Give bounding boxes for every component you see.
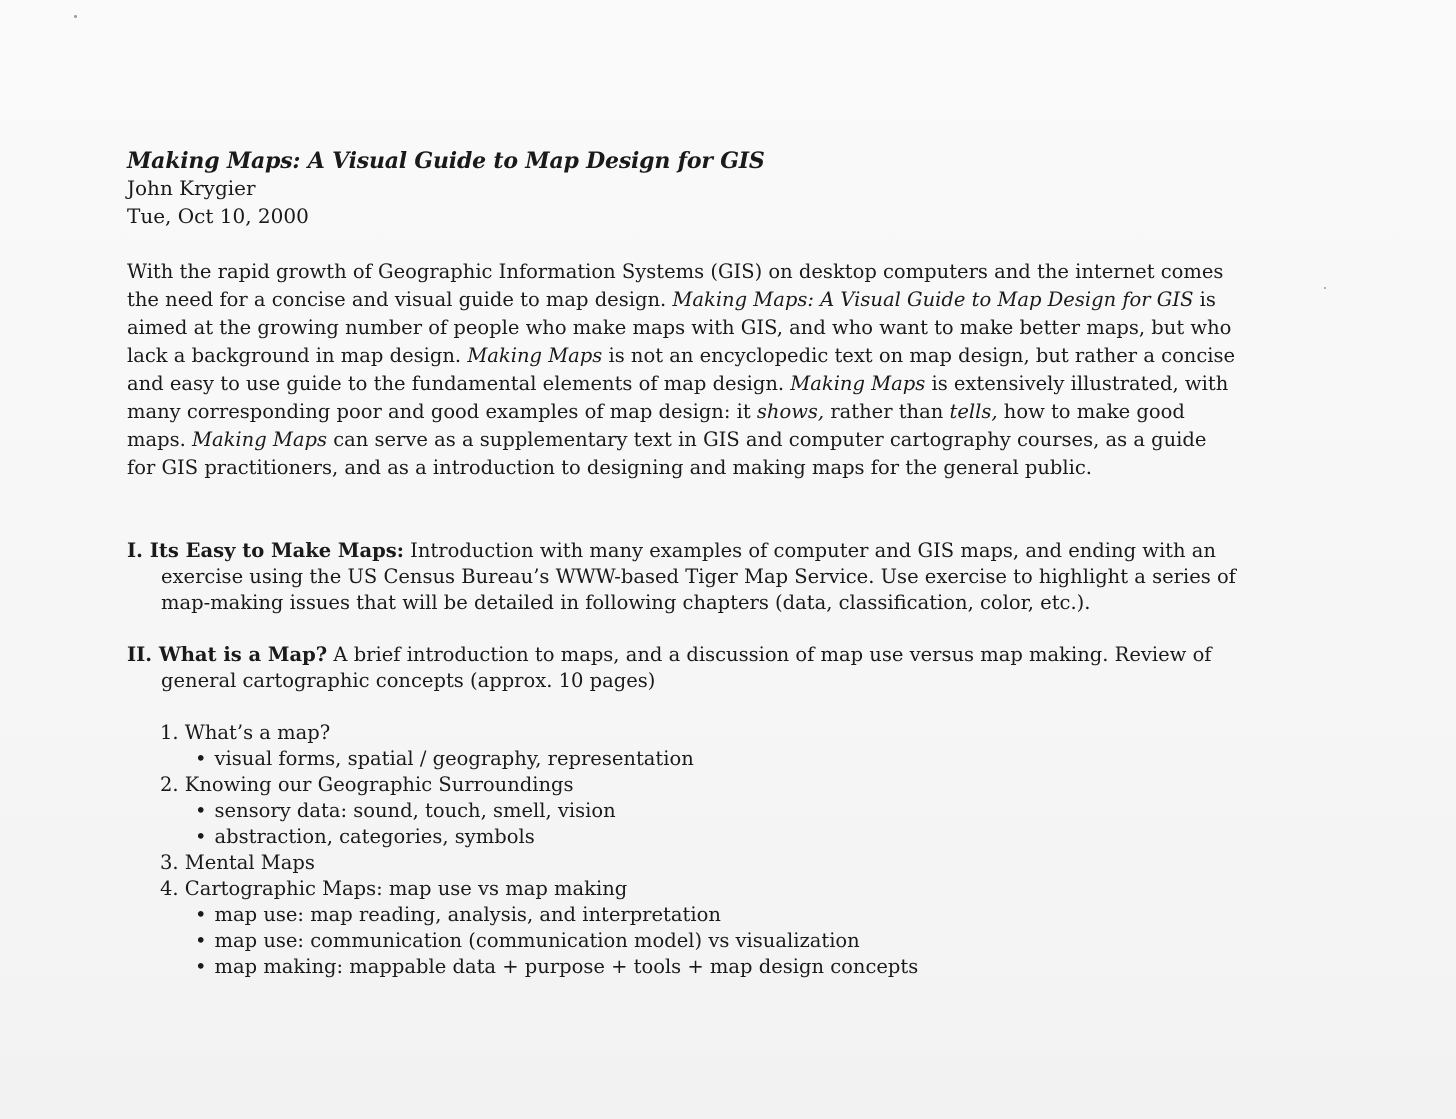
bullet-icon: • [195, 903, 207, 926]
outline-subitem [160, 798, 918, 824]
document-date: Tue, Oct 10, 2000 [127, 204, 309, 228]
abstract-text: is [1199, 288, 1216, 311]
bullet-icon: • [195, 929, 207, 952]
subitem-text: abstraction, categories, symbols [214, 825, 535, 848]
abstract-line [127, 342, 1327, 370]
abstract-text: and easy to use guide to the fundamental elements of map design. [127, 372, 785, 395]
outline-item: 2. Knowing our Geographic Surroundings [160, 773, 574, 796]
chapter-outline-list [160, 720, 918, 980]
outline-subitem [160, 746, 918, 772]
chapter-heading: I. Its Easy to Make Maps: [127, 539, 404, 562]
bullet-icon: • [195, 955, 207, 978]
book-title-italic: Making Maps [467, 344, 603, 367]
abstract-line [127, 426, 1327, 454]
bullet-icon: • [195, 747, 207, 770]
subitem-text: sensory data: sound, touch, smell, vision [214, 799, 616, 822]
chapter-2-section [127, 642, 1317, 694]
chapter-line [127, 642, 1317, 668]
document-author: John Krygier [127, 176, 256, 200]
abstract-line [127, 286, 1327, 314]
chapter-line [127, 538, 1317, 564]
outline-item: 1. What’s a map? [160, 721, 331, 744]
outline-subitem [160, 824, 918, 850]
abstract-text: rather than [830, 400, 944, 423]
book-title-italic: Making Maps [790, 372, 926, 395]
abstract-line: aimed at the growing number of people who make maps with GIS, and who want to make better maps, but who [127, 316, 1232, 339]
abstract-line: for GIS practitioners, and as a introduction to designing and making maps for the general public. [127, 456, 1092, 479]
subitem-text: map use: communication (communication model) vs visualization [214, 929, 860, 952]
subitem-text: map use: map reading, analysis, and interpretation [214, 903, 721, 926]
subitem-text: visual forms, spatial / geography, representation [214, 747, 694, 770]
outline-item: 3. Mental Maps [160, 851, 315, 874]
chapter-line: exercise using the US Census Bureau’s WWW-based Tiger Map Service. Use exercise to highlight a series of [161, 565, 1236, 588]
outline-item: 4. Cartographic Maps: map use vs map making [160, 877, 628, 900]
abstract-text: is not an encyclopedic text on map design, but rather a concise [608, 344, 1236, 367]
outline-subitem [160, 902, 918, 928]
emphasis-italic: tells, [949, 400, 998, 423]
chapter-heading: II. What is a Map? [127, 643, 328, 666]
outline-subitem [160, 954, 918, 980]
abstract-text: maps. [127, 428, 186, 451]
book-title-italic: Making Maps [192, 428, 327, 451]
abstract-text: lack a background in map design. [127, 344, 462, 367]
abstract-paragraph [127, 258, 1327, 482]
bullet-icon: • [195, 799, 207, 822]
emphasis-italic: shows, [756, 400, 825, 423]
abstract-line: With the rapid growth of Geographic Information Systems (GIS) on desktop computers and the internet comes [127, 260, 1224, 283]
abstract-text: many corresponding poor and good examples of map design: it [127, 400, 751, 423]
abstract-line [127, 370, 1327, 398]
chapter-text: Introduction with many examples of computer and GIS maps, and ending with an [410, 539, 1216, 562]
subitem-text: map making: mappable data + purpose + tools + map design concepts [214, 955, 919, 978]
abstract-text: is extensively illustrated, with [931, 372, 1229, 395]
book-title-italic: Making Maps: A Visual Guide to Map Design for GIS [672, 288, 1194, 311]
abstract-text: can serve as a supplementary text in GIS and computer cartography courses, as a guide [333, 428, 1207, 451]
document-title: Making Maps: A Visual Guide to Map Design for GIS [127, 148, 765, 174]
bullet-icon: • [195, 825, 207, 848]
chapter-text: A brief introduction to maps, and a discussion of map use versus map making. Review of [333, 643, 1212, 666]
abstract-text: how to make good [1003, 400, 1185, 423]
outline-subitem [160, 928, 918, 954]
abstract-line [127, 398, 1327, 426]
scan-speck [74, 15, 77, 18]
chapter-line: map-making issues that will be detailed in following chapters (data, classification, color, etc.). [161, 591, 1091, 614]
chapter-1-section [127, 538, 1317, 616]
chapter-line: general cartographic concepts (approx. 10 pages) [161, 669, 656, 692]
abstract-text: the need for a concise and visual guide to map design. [127, 288, 667, 311]
